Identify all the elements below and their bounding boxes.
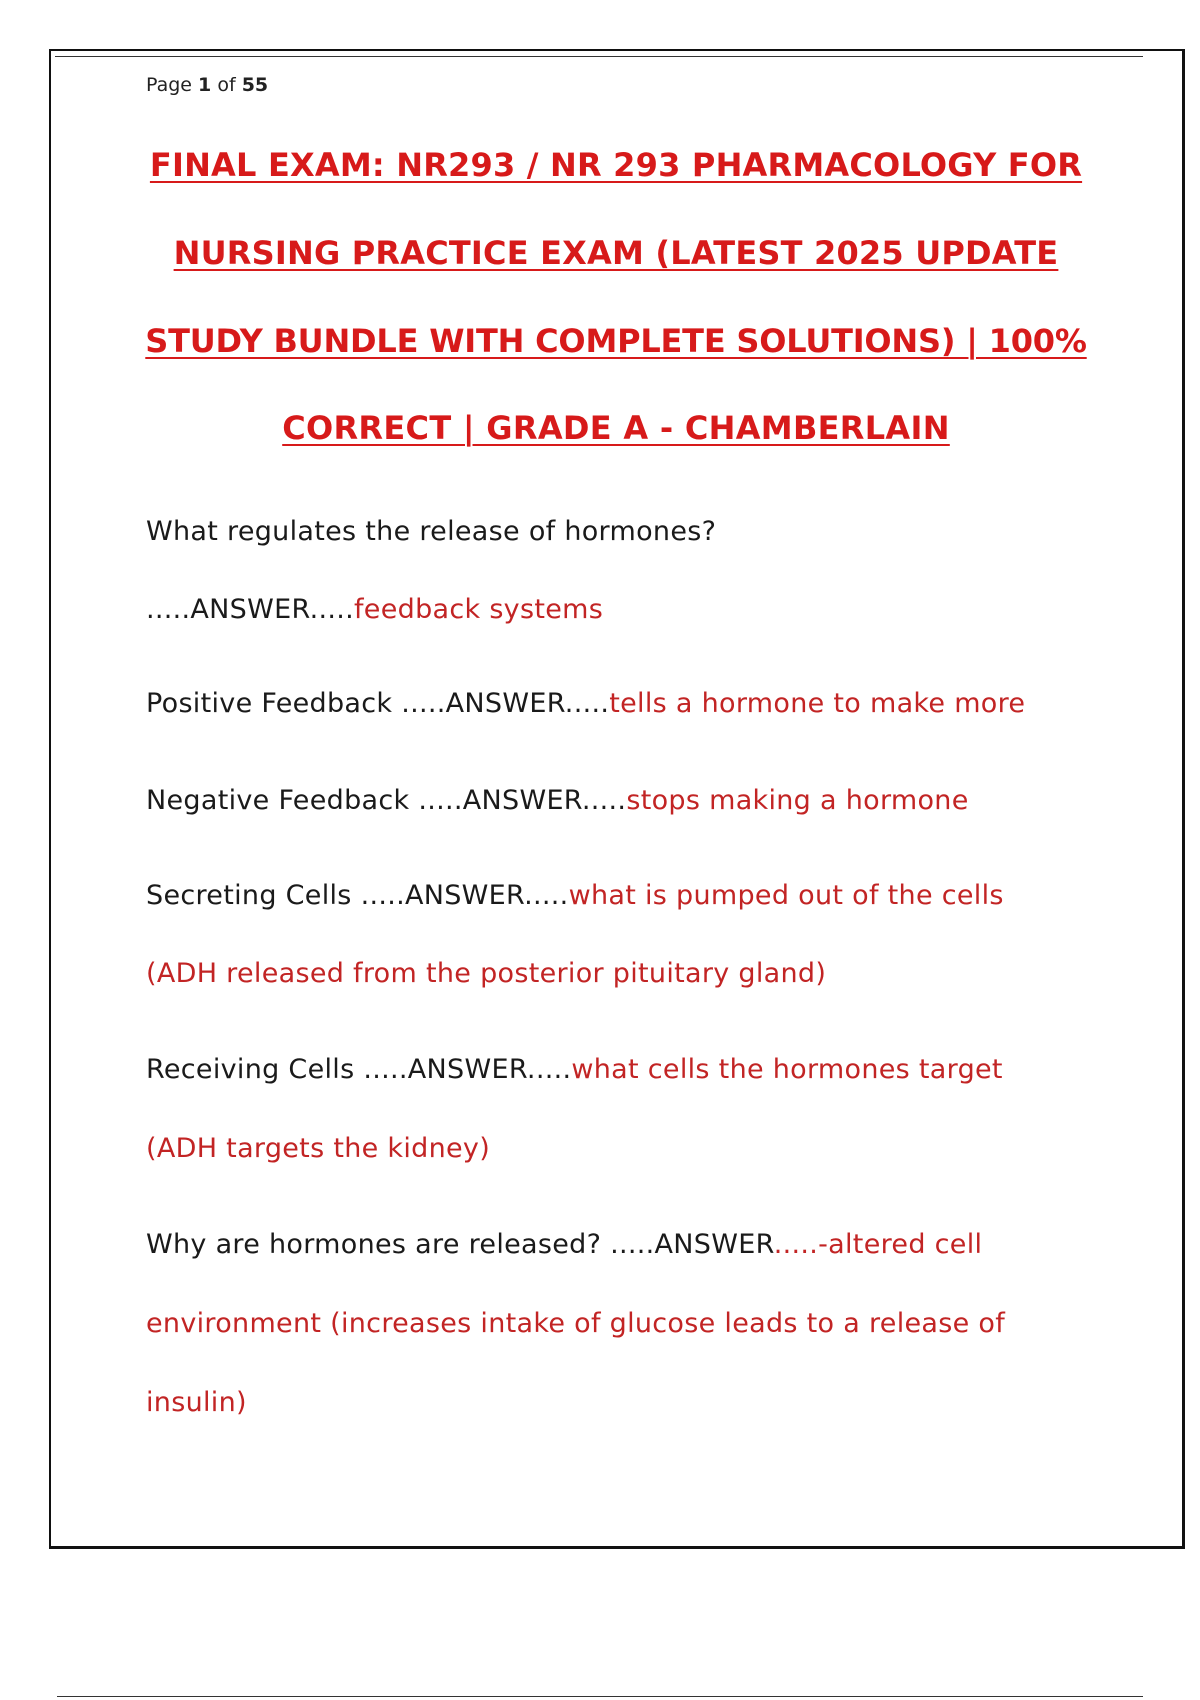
answer-1 — [146, 594, 603, 625]
question-text: Positive Feedback — [146, 688, 402, 719]
page-total: 55 — [241, 74, 269, 96]
answer-text: tells a hormone to make more — [609, 688, 1026, 719]
qa-item-2 — [146, 688, 1025, 719]
document-title-line-2: NURSING PRACTICE EXAM (LATEST 2025 UPDATE — [173, 234, 1059, 272]
answer-continuation: insulin) — [146, 1387, 247, 1418]
document-title-line-4: CORRECT | GRADE A - CHAMBERLAIN — [282, 409, 950, 447]
page-label: Page — [146, 74, 192, 96]
answer-text: what is pumped out of the cells — [568, 880, 1004, 911]
answer-marker: .....ANSWER..... — [418, 785, 627, 816]
qa-item-3 — [146, 785, 969, 816]
question-text: Negative Feedback — [146, 785, 419, 816]
page-of-label: of — [217, 74, 236, 96]
answer-text: stops making a hormone — [626, 785, 969, 816]
qa-item-4 — [146, 880, 1004, 911]
answer-text: what cells the hormones target — [571, 1054, 1003, 1085]
question-text: Secreting Cells — [146, 880, 361, 911]
document-title-line-1: FINAL EXAM: NR293 / NR 293 PHARMACOLOGY FOR — [149, 146, 1083, 184]
answer-text: feedback systems — [354, 594, 604, 625]
question-1: What regulates the release of hormones? — [146, 516, 717, 547]
answer-text: .....-altered cell — [773, 1229, 983, 1260]
document-title-line-3: STUDY BUNDLE WITH COMPLETE SOLUTIONS) | 100% — [145, 322, 1087, 360]
answer-continuation: environment (increases intake of glucose leads to a release of — [146, 1308, 1006, 1339]
answer-continuation: (ADH targets the kidney) — [146, 1133, 491, 1164]
page-number — [146, 74, 268, 96]
answer-marker: .....ANSWER..... — [146, 594, 354, 625]
question-text: Why are hormones are released? — [146, 1229, 611, 1260]
qa-item-6 — [146, 1229, 982, 1260]
answer-marker: .....ANSWER — [610, 1229, 774, 1260]
page-current: 1 — [198, 74, 212, 96]
answer-marker: .....ANSWER..... — [363, 1054, 572, 1085]
qa-item-5 — [146, 1054, 1003, 1085]
answer-marker: .....ANSWER..... — [401, 688, 610, 719]
answer-marker: .....ANSWER..... — [360, 880, 569, 911]
top-rule — [55, 56, 1143, 57]
question-text: Receiving Cells — [146, 1054, 364, 1085]
bottom-rule — [57, 1696, 1143, 1697]
answer-continuation: (ADH released from the posterior pituitary gland) — [146, 958, 827, 989]
